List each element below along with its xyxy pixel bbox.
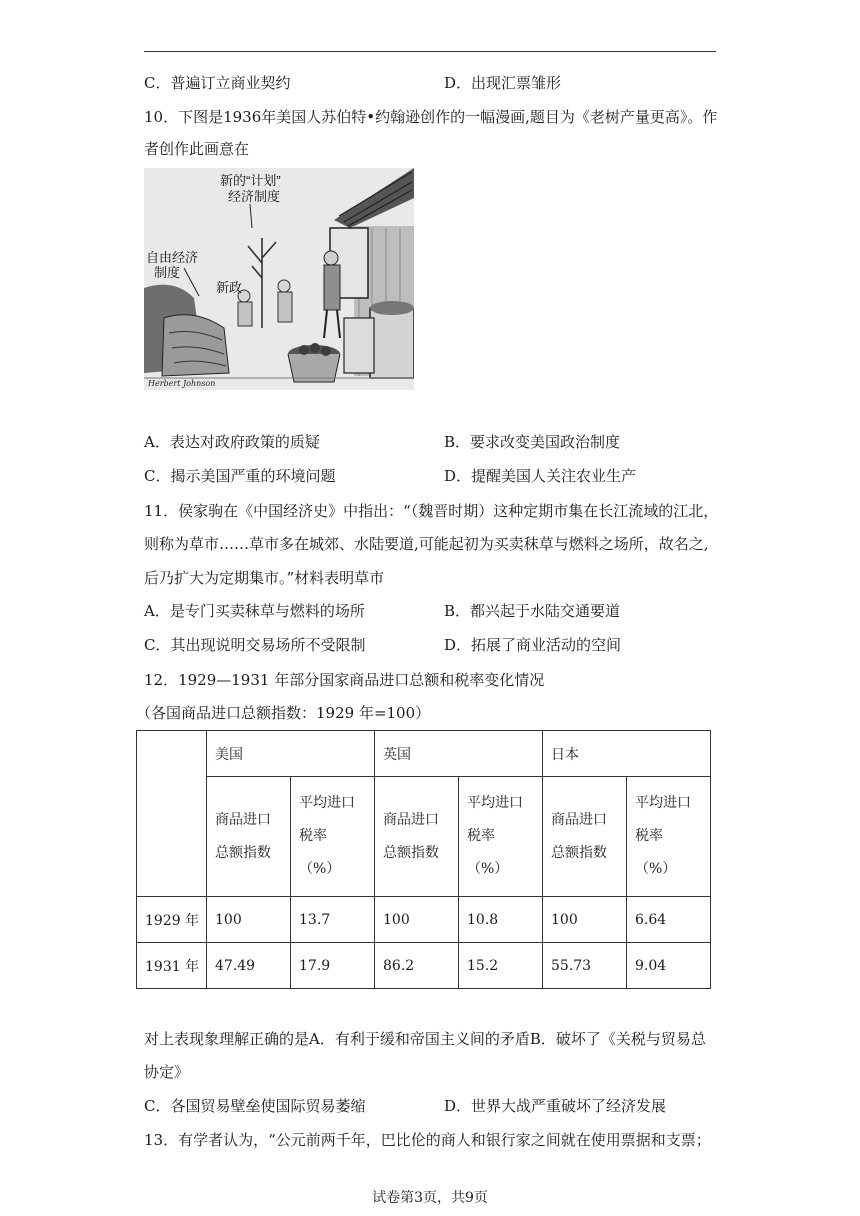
- q11-option-c: C．其出现说明交易场所不受限制: [144, 636, 366, 654]
- q10-option-a: A．表达对政府政策的质疑: [144, 433, 320, 451]
- q11-option-a: A．是专门买卖秣草与燃料的场所: [144, 602, 365, 620]
- table-cell: 100: [207, 897, 291, 943]
- q11-stem-line2: 则称为草市……草市多在城郊、水陆要道,可能起初为买卖秣草与燃料之场所，故名之,: [144, 535, 709, 553]
- q10-option-c: C．揭示美国严重的环境问题: [144, 467, 336, 485]
- cartoon-label-new-plan-2: 经济制度: [228, 189, 281, 204]
- cartoon-label-free-economy: 自由经济: [146, 250, 199, 265]
- q11-option-d: D．拓展了商业活动的空间: [444, 636, 622, 654]
- table-subheader-rate: 平均进口 税率 （%）: [291, 777, 375, 897]
- table-row: [137, 897, 711, 943]
- import-tariff-table: [136, 730, 711, 989]
- table-country-japan: 日本: [543, 731, 711, 777]
- cartoon-label-new-plan: 新的“计划”: [220, 173, 281, 188]
- table-cell: 47.49: [207, 943, 291, 989]
- q9-option-d: D．出现汇票雏形: [444, 74, 562, 92]
- q11-option-b: B．都兴起于水陆交通要道: [444, 602, 621, 620]
- page-footer: 试卷第3页，共9页: [372, 1190, 488, 1206]
- table-header-row: [137, 731, 711, 777]
- table-subheader-rate: 平均进口 税率 （%）: [627, 777, 711, 897]
- table-cell: 55.73: [543, 943, 627, 989]
- q12-after-line1: 对上表现象理解正确的是A．有利于缓和帝国主义间的矛盾B．破坏了《关税与贸易总: [144, 1030, 706, 1048]
- table-cell: 9.04: [627, 943, 711, 989]
- cartoon-image: [144, 168, 414, 390]
- table-cell: 100: [543, 897, 627, 943]
- table-row-year: 1929 年: [137, 897, 207, 943]
- table-cell: 100: [375, 897, 459, 943]
- q9-option-c: C．普遍订立商业契约: [144, 74, 291, 92]
- header-rule: [144, 51, 716, 52]
- q10-option-d: D．提醒美国人关注农业生产: [444, 467, 637, 485]
- table-subheader-index: 商品进口 总额指数: [543, 777, 627, 897]
- q10-option-b: B．要求改变美国政治制度: [444, 433, 621, 451]
- table-cell: 15.2: [459, 943, 543, 989]
- table-row: [137, 943, 711, 989]
- table-cell: 17.9: [291, 943, 375, 989]
- q10-stem-line1: 10．下图是1936年美国人苏伯特•约翰逊创作的一幅漫画,题目为《老树产量更高》。作: [144, 108, 718, 126]
- table-row-year: 1931 年: [137, 943, 207, 989]
- cartoon-label-free-economy-2: 制度: [154, 265, 181, 280]
- table-corner-cell: [137, 731, 207, 897]
- table-cell: 13.7: [291, 897, 375, 943]
- cartoon-label-new-deal: 新政: [216, 280, 243, 295]
- q12-stem: 12．1929—1931 年部分国家商品进口总额和税率变化情况: [144, 671, 545, 689]
- q12-note: （各国商品进口总额指数：1929 年=100）: [136, 704, 431, 722]
- table-subheader-row: [137, 777, 711, 897]
- q12-option-d: D．世界大战严重破坏了经济发展: [444, 1097, 667, 1115]
- q12-after-line2: 协定》: [144, 1063, 190, 1081]
- table-country-usa: 美国: [207, 731, 375, 777]
- table-subheader-index: 商品进口 总额指数: [375, 777, 459, 897]
- table-cell: 10.8: [459, 897, 543, 943]
- table-cell: 6.64: [627, 897, 711, 943]
- table-subheader-index: 商品进口 总额指数: [207, 777, 291, 897]
- table-subheader-rate: 平均进口 税率 （%）: [459, 777, 543, 897]
- q12-option-c: C．各国贸易壁垒使国际贸易萎缩: [144, 1097, 366, 1115]
- q13-stem-line1: 13．有学者认为，“公元前两千年，巴比伦的商人和银行家之间就在使用票据和支票；: [144, 1131, 711, 1149]
- table-cell: 86.2: [375, 943, 459, 989]
- q11-stem-line1: 11．侯家驹在《中国经济史》中指出：“（魏晋时期）这种定期市集在长江流域的江北，: [144, 502, 719, 520]
- q11-stem-line3: 后乃扩大为定期集市。”材料表明草市: [144, 569, 385, 587]
- q10-stem-line2: 者创作此画意在: [144, 140, 250, 158]
- table-country-uk: 英国: [375, 731, 543, 777]
- cartoon-signature: Herbert Johnson: [148, 379, 216, 388]
